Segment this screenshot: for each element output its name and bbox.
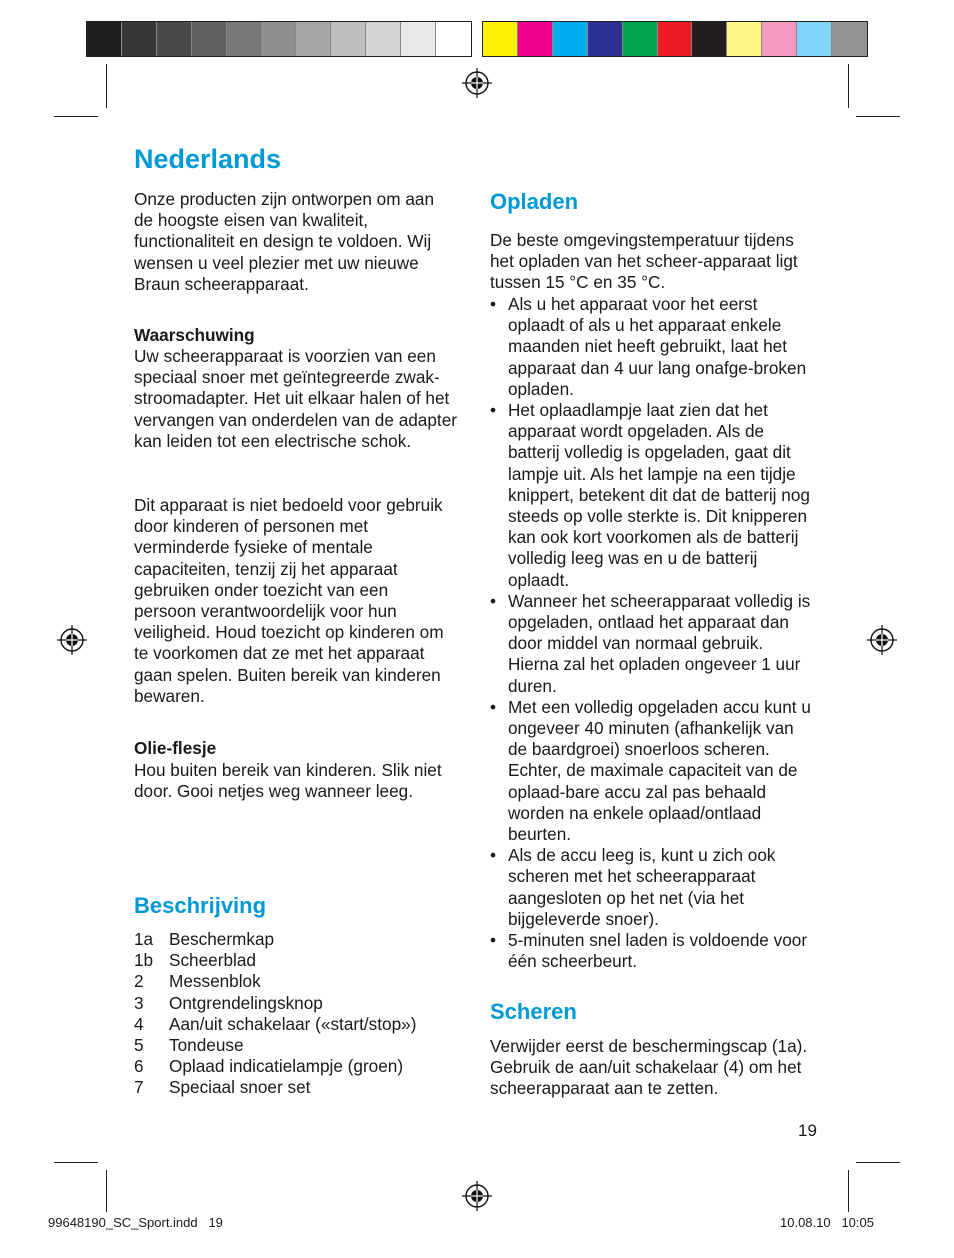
bullet-text: Wanneer het scheerapparaat volledig is opgeladen, ontlaad het apparaat dan door middel van normaal gebruik. Hierna zal het opladen ongeveer 1 uur duren. xyxy=(508,590,811,696)
list-item xyxy=(134,1014,464,1035)
color-swatch xyxy=(762,22,797,56)
bullet-icon: • xyxy=(490,400,497,421)
warning-title xyxy=(134,325,454,346)
gray-color-bar xyxy=(86,21,472,57)
description-heading: Beschrijving xyxy=(134,893,267,918)
item-number: 1b xyxy=(134,950,154,971)
children-paragraph: Dit apparaat is niet bedoeld voor gebruik door kinderen of personen met verminderde fysieke of mentale capaciteiten, tenzij zij het apparaat gebruiken onder toezicht van een persoon verantwoordelijk voor hun veiligheid. Houd toezicht op kinderen om te voorkomen dat ze met het apparaat gaan spelen. Buiten bereik van kinderen bewaren. xyxy=(134,495,444,706)
item-label: Messenblok xyxy=(169,971,261,992)
color-swatch xyxy=(227,22,262,56)
warning-heading: Waarschuwing xyxy=(134,325,255,345)
color-swatch xyxy=(553,22,588,56)
footer-datetime: 10.08.10 10:05 xyxy=(780,1215,874,1230)
bullet-icon: • xyxy=(490,845,497,866)
color-swatch xyxy=(331,22,366,56)
bullet-icon: • xyxy=(490,696,497,717)
item-label: Oplaad indicatielampje (groen) xyxy=(169,1056,404,1077)
list-item xyxy=(490,930,815,972)
description-list xyxy=(134,929,464,1099)
list-item xyxy=(134,1035,464,1056)
color-swatch xyxy=(296,22,331,56)
list-item xyxy=(490,697,815,845)
item-number: 5 xyxy=(134,1035,144,1056)
page-number: 19 xyxy=(798,1121,817,1140)
color-swatch xyxy=(727,22,762,56)
footer-file-info: 99648190_SC_Sport.indd 19 xyxy=(48,1215,223,1230)
bullet-text: Als de accu leeg is, kunt u zich ook scheren met het scheerapparaat aangesloten op het net (via het bijgeleverde snoer). xyxy=(508,845,776,929)
color-swatch xyxy=(157,22,192,56)
color-swatch xyxy=(588,22,623,56)
item-number: 3 xyxy=(134,992,144,1013)
oil-title xyxy=(134,738,454,759)
bullet-text: Met een volledig opgeladen accu kunt u ongeveer 40 minuten (afhankelijk van de baardgroei) snoerloos scheren. Echter, de maximale capaciteit van de oplaad-bare accu zal pas behaald worden na enkele oplaad/ontlaad beurten. xyxy=(508,696,811,845)
list-item xyxy=(134,971,464,992)
list-item xyxy=(134,1077,464,1098)
color-swatch xyxy=(122,22,157,56)
shaving-paragraph: Verwijder eerst de beschermingscap (1a). Gebruik de aan/uit schakelaar (4) om het scheerapparaat aan te zetten. xyxy=(490,1036,808,1099)
oil-heading: Olie-flesje xyxy=(134,738,217,758)
page-title: Nederlands xyxy=(134,144,282,174)
item-number: 7 xyxy=(134,1077,144,1098)
item-number: 4 xyxy=(134,1013,144,1034)
color-swatch xyxy=(797,22,832,56)
item-number: 1a xyxy=(134,929,154,949)
item-number: 2 xyxy=(134,971,144,992)
bullet-text: Het oplaadlampje laat zien dat het apparaat wordt opgeladen. Als de batterij volledig is opgeladen, gaat dit lampje uit. Als het lampje na een tijdje knippert, betekent dit dat de batterij nog steeds op volle sterkte is. Dit knipperen kan ook kort voorkomen als de batterij volledig leeg was en u de batterij oplaadt. xyxy=(508,400,810,590)
crop-mark xyxy=(848,64,849,108)
list-item xyxy=(134,993,464,1014)
registration-mark-icon xyxy=(462,1181,492,1211)
list-item xyxy=(490,294,815,400)
crop-mark xyxy=(848,1170,849,1212)
color-swatch xyxy=(832,22,867,56)
registration-mark-icon xyxy=(462,68,492,98)
bullet-icon: • xyxy=(490,294,497,314)
warning-paragraph: Uw scheerapparaat is voorzien van een speciaal snoer met geïntegreerde zwak-stroomadapter. Het uit elkaar halen of het vervangen van onderdelen van de adapter kan leiden tot een electrische schok. xyxy=(134,346,457,451)
item-number: 6 xyxy=(134,1056,144,1077)
oil-paragraph: Hou buiten bereik van kinderen. Slik niet door. Gooi netjes weg wanneer leeg. xyxy=(134,760,442,802)
color-swatch xyxy=(262,22,297,56)
process-color-bar xyxy=(482,21,868,57)
charging-bullet-list xyxy=(490,294,815,973)
item-label: Speciaal snoer set xyxy=(169,1077,311,1098)
list-item xyxy=(134,950,464,971)
color-swatch xyxy=(658,22,693,56)
item-label: Beschermkap xyxy=(169,929,275,949)
intro-paragraph: Onze producten zijn ontworpen om aan de hoogste eisen van kwaliteit, functionaliteit en design te voldoen. Wij wensen u veel plezier met uw nieuwe Braun scheerapparaat. xyxy=(134,189,435,294)
list-item xyxy=(134,1056,464,1077)
color-swatch xyxy=(401,22,436,56)
charging-intro: De beste omgevingstemperatuur tijdens het opladen van het scheer-apparaat ligt tussen 15 °C en 35 °C. xyxy=(490,230,798,293)
crop-mark xyxy=(856,116,900,117)
color-swatch xyxy=(623,22,658,56)
color-swatch xyxy=(436,22,471,56)
color-swatch xyxy=(87,22,122,56)
bullet-text: 5-minuten snel laden is voldoende voor één scheerbeurt. xyxy=(508,930,808,972)
crop-mark xyxy=(54,1162,98,1163)
crop-mark xyxy=(106,64,107,108)
item-label: Aan/uit schakelaar («start/stop») xyxy=(169,1013,417,1034)
color-swatch xyxy=(366,22,401,56)
shaving-heading: Scheren xyxy=(490,999,577,1024)
color-swatch xyxy=(192,22,227,56)
item-label: Scheerblad xyxy=(169,950,256,971)
registration-mark-icon xyxy=(57,625,87,655)
color-swatch xyxy=(518,22,553,56)
list-item xyxy=(490,400,815,591)
crop-mark xyxy=(54,116,98,117)
list-item xyxy=(490,591,815,697)
registration-mark-icon xyxy=(867,625,897,655)
item-label: Tondeuse xyxy=(169,1035,244,1056)
color-swatch xyxy=(692,22,727,56)
list-item xyxy=(490,845,815,930)
list-item xyxy=(134,929,464,950)
bullet-icon: • xyxy=(490,930,497,951)
bullet-icon: • xyxy=(490,590,497,611)
crop-mark xyxy=(106,1170,107,1212)
color-swatch xyxy=(483,22,518,56)
charging-heading: Opladen xyxy=(490,189,579,214)
bullet-text: Als u het apparaat voor het eerst oplaadt of als u het apparaat enkele maanden niet heeft gebruikt, laat het apparaat dan 4 uur lang onafge-broken opladen. xyxy=(508,294,807,399)
crop-mark xyxy=(856,1162,900,1163)
item-label: Ontgrendelingsknop xyxy=(169,992,323,1013)
